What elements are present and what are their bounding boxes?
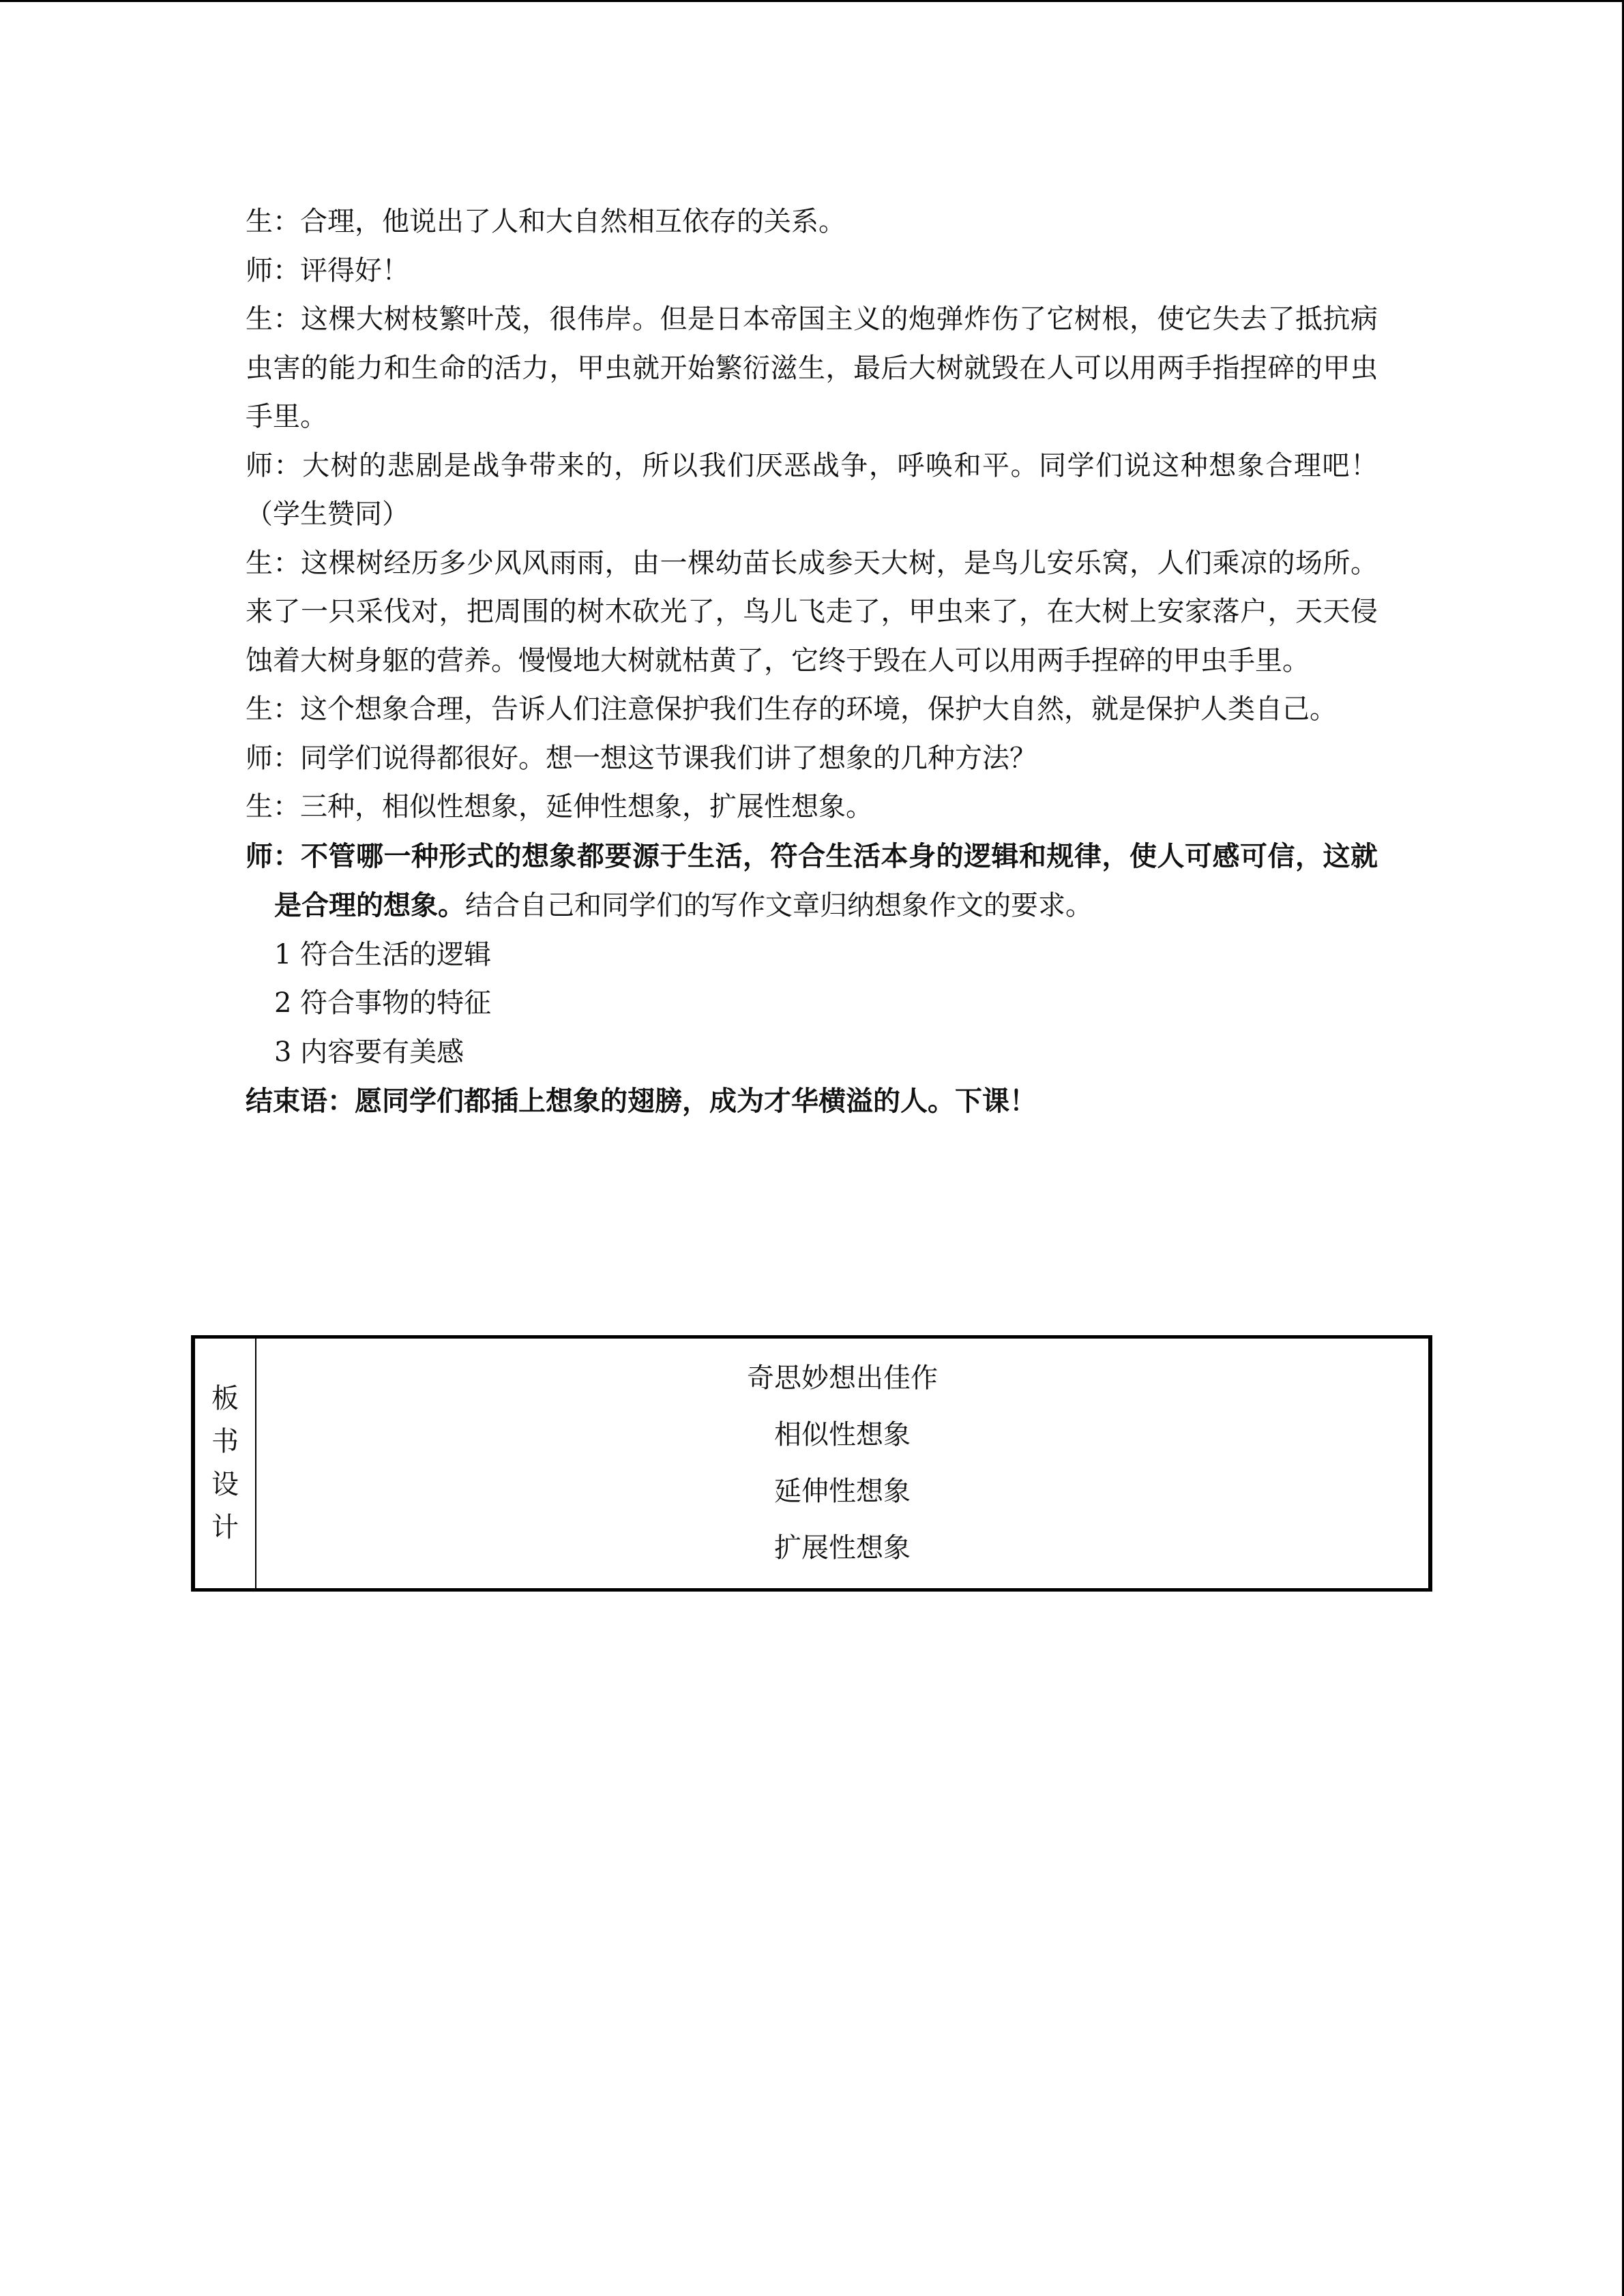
dialogue-line: 生：这棵树经历多少风风雨雨，由一棵幼苗长成参天大树，是鸟儿安乐窝，人们乘凉的场所。来了一只采伐对，把周围的树木砍光了，鸟儿飞走了，甲虫来了，在大树上安家落户，天天侵蚀着大树身躯的营养。慢慢地大树就枯黄了，它终于毁在人可以用两手捏碎的甲虫手里。 [246,547,1378,676]
summary-paragraph [246,832,1378,931]
top-border-line [0,0,1624,2]
board-design-label [193,1337,256,1590]
requirement-item: 2 符合事物的特征 [274,987,492,1019]
label-char: 设 [211,1469,239,1500]
dialogue-line: 师：同学们说得都很好。想一想这节课我们讲了想象的几种方法？ [246,742,1037,774]
closing-remark: 结束语：愿同学们都插上想象的翅膀，成为才华横溢的人。下课！ [246,1085,1037,1117]
board-title: 奇思妙想出佳作 [747,1362,938,1394]
board-item: 扩展性想象 [774,1532,911,1564]
requirement-item: 1 符合生活的逻辑 [274,938,492,970]
dialogue-line: 生：合理，他说出了人和大自然相互依存的关系。 [246,206,846,237]
requirement-item: 3 内容要有美感 [274,1036,464,1068]
lesson-transcript [246,198,1378,1126]
board-design-content [256,1337,1430,1590]
board-design-row [193,1337,1430,1590]
board-item: 延伸性想象 [774,1476,911,1507]
dialogue-line: 生：三种，相似性想象，延伸性想象，扩展性想象。 [246,791,873,822]
label-char: 计 [211,1512,239,1543]
summary-bold-text: 师：不管哪一种形式的想象都要源于生活，符合生活本身的逻辑和规律，使人可感可信，这就是合理的想象。 [246,839,1378,921]
dialogue-line: 生：这个想象合理，告诉人们注意保护我们生存的环境，保护大自然，就是保护人类自己。 [246,694,1337,725]
dialogue-line: 师：大树的悲剧是战争带来的，所以我们厌恶战争，呼唤和平。同学们说这种想象合理吧！（学生赞同） [246,449,1378,530]
dialogue-line: 师：评得好！ [246,254,409,286]
board-design-table [191,1335,1432,1592]
dialogue-line: 生：这棵大树枝繁叶茂，很伟岸。但是日本帝国主义的炮弹炸伤了它树根，使它失去了抵抗病虫害的能力和生命的活力，甲虫就开始繁衍滋生，最后大树就毁在人可以用两手指捏碎的甲虫手里。 [246,303,1378,432]
label-char: 书 [211,1426,239,1457]
label-char: 板 [211,1383,239,1414]
board-item: 相似性想象 [774,1419,911,1450]
summary-normal-text: 结合自己和同学们的写作文章归纳想象作文的要求。 [465,890,1093,921]
